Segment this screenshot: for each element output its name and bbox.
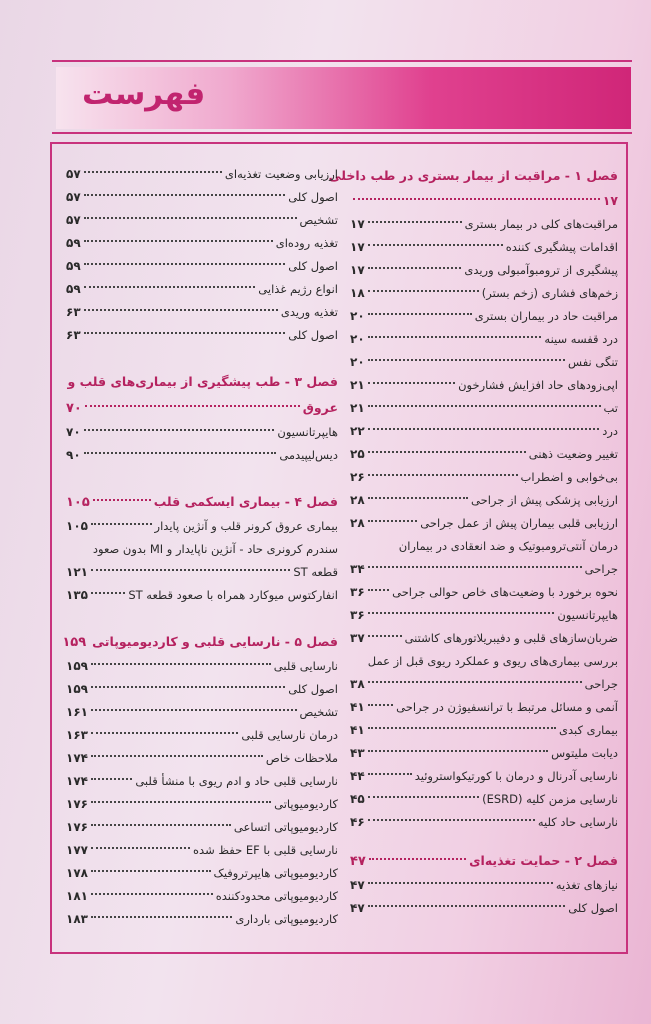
entry-title: درد: [602, 424, 618, 438]
chapter-heading: [66, 489, 338, 515]
entry-page: ۱۲۱: [66, 565, 88, 579]
toc-entry: [66, 816, 338, 839]
entry-page: ۲۰: [350, 332, 365, 346]
chapter-page: ۱۵۹: [62, 635, 87, 650]
entry-page: ۴۴: [350, 769, 365, 783]
entry-title: ارزیابی قلبی بیماران پیش از عمل جراحی: [420, 516, 618, 530]
leader-dots: [368, 336, 542, 338]
entry-group: [350, 581, 618, 650]
entry-title: نارسایی آدرنال و درمان با کورتیکواستروئید: [414, 769, 618, 783]
leader-dots: [368, 796, 479, 798]
entry-title: نیازهای تغذیه: [555, 878, 618, 892]
entry-page: ۴۷: [350, 901, 365, 915]
spacer: [66, 347, 338, 369]
leader-dots: [91, 801, 271, 803]
leader-dots: [368, 405, 601, 407]
entry-title: بی‌خوابی و اضطراب: [520, 470, 618, 484]
toc-left-column: [62, 163, 338, 931]
toc-entry: [66, 655, 338, 678]
entry-title: بیماری عروق کرونر قلب و آنژین پایدار: [154, 519, 338, 533]
entry-title: کاردیومیوپاتی محدودکننده: [215, 889, 338, 903]
leader-dots: [84, 217, 297, 219]
chapter-page-line: [350, 189, 618, 213]
leader-dots: [368, 244, 503, 246]
entry-title: اصول کلی: [568, 901, 618, 915]
entry-group: [66, 655, 338, 931]
leader-dots: [84, 240, 273, 242]
entry-group: [66, 163, 338, 347]
toc-entry: [350, 374, 618, 397]
leader-dots: [368, 704, 393, 706]
entry-title: کاردیومیوپاتی: [274, 797, 338, 811]
entry-page: ۶۳: [66, 328, 81, 342]
toc-entry: [350, 874, 618, 897]
toc-entry-wrap: سندرم کرونری حاد - آنژین ناپایدار و MI بدون صعود: [92, 542, 338, 556]
leader-dots: [369, 858, 466, 860]
entry-group: [350, 696, 618, 834]
entry-page: ۱۵۹: [66, 682, 88, 696]
leader-dots: [91, 569, 290, 571]
entry-title: تغذیه روده‌ای: [275, 236, 338, 250]
page-title: فهرست: [82, 76, 206, 112]
toc-entry: [66, 232, 338, 255]
entry-page: ۴۳: [350, 746, 365, 760]
toc-entry: [66, 444, 338, 467]
entry-page: ۴۷: [350, 878, 365, 892]
toc-entry: [66, 421, 338, 444]
toc-entry: [66, 701, 338, 724]
entry-title: بیماری کبدی: [558, 723, 618, 737]
entry-page: ۱۸۱: [66, 889, 88, 903]
entry-title: نارسایی حاد کلیه: [537, 815, 618, 829]
entry-page: ۳۶: [350, 585, 365, 599]
toc-entry: [350, 696, 618, 719]
entry-page: ۳۷: [350, 631, 365, 645]
leader-dots: [91, 916, 232, 918]
chapter-heading: [328, 163, 618, 189]
leader-dots: [84, 309, 278, 311]
toc-entry: [66, 839, 338, 862]
entry-page: ۴۱: [350, 723, 365, 737]
chapter-page: ۴۷: [350, 854, 366, 869]
entry-title: ارزیابی وضعیت تغذیه‌ای: [224, 167, 338, 181]
leader-dots: [84, 263, 286, 265]
entry-title: پیشگیری از ترومبوآمبولی وریدی: [464, 263, 618, 277]
toc-entry: [66, 301, 338, 324]
spacer: [66, 607, 338, 629]
entry-page: ۲۸: [350, 493, 365, 507]
toc-entry: [350, 765, 618, 788]
entry-title: نارسایی قلبی: [273, 659, 338, 673]
entry-title: نارسایی قلبی با EF حفظ شده: [193, 843, 338, 857]
entry-page: ۱۷۴: [66, 751, 88, 765]
chapter-page: ۱۰۵: [66, 495, 90, 510]
leader-dots: [368, 681, 582, 683]
leader-dots: [93, 499, 151, 501]
toc-entry: [350, 673, 618, 696]
toc-entry: [66, 770, 338, 793]
chapter-heading: [66, 369, 338, 395]
entry-group: [350, 874, 618, 920]
entry-title: اپی‌زودهای حاد افزایش فشارخون: [458, 378, 618, 392]
entry-title: کاردیومیوپاتی بارداری: [235, 912, 338, 926]
entry-page: ۳۶: [350, 608, 365, 622]
toc-entry: [350, 558, 618, 581]
entry-page: ۲۸: [350, 516, 365, 530]
leader-dots: [368, 727, 556, 729]
chapter-page: ۷۰: [66, 401, 82, 416]
entry-title: اصول کلی: [288, 190, 338, 204]
entry-title: هایپرتانسیون: [557, 608, 618, 622]
entry-page: ۲۰: [350, 309, 365, 323]
entry-page: ۱۶۳: [66, 728, 88, 742]
entry-page: ۱۳۵: [66, 588, 88, 602]
entry-title: دیابت ملیتوس: [551, 746, 618, 760]
leader-dots: [91, 709, 297, 711]
entry-page: ۶۳: [66, 305, 81, 319]
chapter-title: فصل ۳ - طب پیشگیری از بیماری‌های قلب و: [67, 374, 338, 389]
entry-page: ۲۱: [350, 401, 365, 415]
entry-page: ۱۸: [350, 286, 365, 300]
toc-entry: [66, 678, 338, 701]
entry-title: جراحی: [584, 677, 618, 691]
leader-dots: [368, 290, 479, 292]
leader-dots: [368, 451, 526, 453]
leader-dots: [353, 198, 600, 200]
leader-dots: [368, 313, 472, 315]
leader-dots: [91, 847, 190, 849]
chapter-heading: [62, 629, 338, 655]
entry-page: ۲۲: [350, 424, 365, 438]
entry-group: [350, 213, 618, 535]
leader-dots: [368, 359, 565, 361]
toc-entry: [350, 788, 618, 811]
toc-entry: [350, 420, 618, 443]
leader-dots: [368, 612, 555, 614]
entry-title: ضربان‌سازهای قلبی و دفیبریلاتورهای کاشتنی: [404, 631, 618, 645]
entry-title: نارسایی قلبی حاد و ادم ریوی با منشأ قلبی: [135, 774, 338, 788]
entry-page: ۱۶۱: [66, 705, 88, 719]
entry-group: [66, 421, 338, 467]
toc-entry: [66, 163, 338, 186]
chapter-heading-cont: [66, 395, 338, 421]
entry-title: تنگی نفس: [568, 355, 618, 369]
entry-title: تغذیه وریدی: [280, 305, 338, 319]
toc-entry: [350, 259, 618, 282]
entry-page: ۵۹: [66, 282, 81, 296]
leader-dots: [85, 405, 300, 407]
entry-title: تشخیص: [299, 705, 338, 719]
toc-entry: [66, 724, 338, 747]
toc-entry: [66, 186, 338, 209]
entry-page: ۱۷۸: [66, 866, 88, 880]
entry-page: ۱۸۳: [66, 912, 88, 926]
entry-page: ۱۷: [350, 217, 365, 231]
toc-entry: [66, 515, 338, 538]
toc-entry: [350, 351, 618, 374]
entry-title: تغییر وضعیت ذهنی: [528, 447, 618, 461]
toc-entry: [350, 604, 618, 627]
toc-entry: [350, 742, 618, 765]
entry-page: ۲۶: [350, 470, 365, 484]
toc-entry: [350, 213, 618, 236]
leader-dots: [368, 750, 548, 752]
leader-dots: [91, 778, 132, 780]
entry-page: ۱۷: [350, 240, 365, 254]
toc-entry: [350, 282, 618, 305]
toc-entry: [350, 466, 618, 489]
entry-title: انواع رژیم غذایی: [258, 282, 338, 296]
leader-dots: [368, 773, 412, 775]
leader-dots: [91, 663, 271, 665]
leader-dots: [368, 267, 462, 269]
entry-page: ۵۹: [66, 236, 81, 250]
entry-page: ۵۷: [66, 167, 81, 181]
entry-title: نحوه برخورد با وضعیت‌های خاص حوالی جراحی: [392, 585, 618, 599]
leader-dots: [91, 870, 211, 872]
entry-title: درمان نارسایی قلبی: [241, 728, 338, 742]
toc-entry: [66, 862, 338, 885]
entry-title: نارسایی مزمن کلیه (ESRD): [482, 792, 618, 806]
entry-title: تب: [603, 401, 618, 415]
leader-dots: [91, 824, 231, 826]
entry-title: هایپرتانسیون: [277, 425, 338, 439]
leader-dots: [368, 635, 402, 637]
toc-entry: [350, 897, 618, 920]
entry-title: زخم‌های فشاری (زخم بستر): [481, 286, 618, 300]
leader-dots: [368, 566, 582, 568]
leader-dots: [368, 221, 462, 223]
entry-page: ۲۵: [350, 447, 365, 461]
leader-dots: [368, 497, 468, 499]
header-bottom-rule: [52, 132, 632, 134]
entry-title: انفارکتوس میوکارد همراه با صعود قطعه ST: [128, 588, 338, 602]
toc-entry: [66, 747, 338, 770]
entry-title: ارزیابی پزشکی پیش از جراحی: [471, 493, 618, 507]
entry-page: ۷۰: [66, 425, 81, 439]
toc-entry: [66, 278, 338, 301]
entry-title: جراحی: [584, 562, 618, 576]
toc-entry-wrap: درمان آنتی‌ترومبوتیک و ضد انعقادی در بیماران: [398, 539, 618, 553]
entry-title: اصول کلی: [288, 682, 338, 696]
chapter-page: ۱۷: [602, 193, 618, 208]
leader-dots: [91, 755, 263, 757]
entry-page: ۱۷۴: [66, 774, 88, 788]
header-top-rule: [52, 60, 632, 62]
toc-entry: [350, 719, 618, 742]
leader-dots: [91, 592, 125, 594]
entry-title: کاردیومیوپاتی هایپرتروفیک: [213, 866, 338, 880]
leader-dots: [368, 905, 566, 907]
entry-page: ۲۰: [350, 355, 365, 369]
toc-entry: [350, 811, 618, 834]
entry-page: ۵۹: [66, 259, 81, 273]
toc-entry: [66, 324, 338, 347]
entry-page: ۱۵۹: [66, 659, 88, 673]
leader-dots: [84, 452, 277, 454]
leader-dots: [368, 474, 518, 476]
entry-title: مراقبت حاد در بیماران بستری: [474, 309, 618, 323]
entry-title: اصول کلی: [288, 259, 338, 273]
toc-entry: [66, 793, 338, 816]
toc-entry-wrap: بررسی بیماری‌های ریوی و عملکرد ریوی قبل از عمل: [367, 654, 618, 668]
entry-title: مراقبت‌های کلی در بیمار بستری: [464, 217, 618, 231]
spacer: [350, 834, 618, 848]
leader-dots: [91, 732, 238, 734]
leader-dots: [368, 589, 389, 591]
leader-dots: [84, 171, 222, 173]
entry-page: ۴۱: [350, 700, 365, 714]
chapter-title: فصل ۲ - حمایت تغذیه‌ای: [469, 853, 618, 868]
leader-dots: [368, 882, 553, 884]
toc-entry: [350, 489, 618, 512]
toc-entry: [66, 255, 338, 278]
toc-entry: [350, 627, 618, 650]
toc-entry: [66, 561, 338, 584]
entry-page: ۱۷۷: [66, 843, 88, 857]
entry-title: قطعه ST: [293, 565, 338, 579]
toc-entry: [350, 512, 618, 535]
toc-right-column: [328, 163, 618, 920]
leader-dots: [84, 332, 286, 334]
leader-dots: [91, 686, 285, 688]
leader-dots: [91, 523, 152, 525]
toc-entry: [350, 328, 618, 351]
entry-page: ۱۷۶: [66, 797, 88, 811]
entry-page: ۱۷: [350, 263, 365, 277]
entry-page: ۳۸: [350, 677, 365, 691]
toc-entry: [66, 908, 338, 931]
entry-title: کاردیومیوپاتی اتساعی: [233, 820, 338, 834]
leader-dots: [368, 520, 418, 522]
chapter-title: عروق: [302, 400, 338, 415]
toc-entry: [350, 305, 618, 328]
entry-title: دیس‌لیپیدمی: [279, 448, 338, 462]
chapter-title: فصل ۴ - بیماری ایسکمی قلب: [153, 494, 338, 509]
leader-dots: [84, 194, 286, 196]
chapter-title: فصل ۵ - نارسایی قلبی و کاردیومیوپاتی: [92, 634, 338, 649]
leader-dots: [84, 429, 275, 431]
entry-title: آنمی و مسائل مرتبط با ترانسفیوژن در جراحی: [396, 700, 618, 714]
leader-dots: [91, 893, 213, 895]
entry-page: ۱۰۵: [66, 519, 88, 533]
entry-page: ۹۰: [66, 448, 81, 462]
entry-title: درد قفسه سینه: [544, 332, 618, 346]
spacer: [66, 467, 338, 489]
toc-entry: [350, 443, 618, 466]
entry-page: ۴۵: [350, 792, 365, 806]
toc-entry: [66, 209, 338, 232]
entry-page: ۲۱: [350, 378, 365, 392]
toc-entry: [66, 584, 338, 607]
entry-page: ۳۴: [350, 562, 365, 576]
leader-dots: [368, 382, 455, 384]
toc-entry: [66, 885, 338, 908]
entry-page: ۵۷: [66, 213, 81, 227]
toc-entry: [350, 581, 618, 604]
entry-title: اقدامات پیشگیری کننده: [505, 240, 618, 254]
entry-title: تشخیص: [299, 213, 338, 227]
entry-page: ۵۷: [66, 190, 81, 204]
entry-page: ۴۶: [350, 815, 365, 829]
entry-title: ملاحظات خاص: [265, 751, 338, 765]
chapter-title: فصل ۱ - مراقبت از بیمار بستری در طب داخلی: [328, 168, 618, 183]
toc-entry: [350, 397, 618, 420]
toc-entry: [350, 236, 618, 259]
entry-title: اصول کلی: [288, 328, 338, 342]
leader-dots: [84, 286, 256, 288]
entry-page: ۱۷۶: [66, 820, 88, 834]
leader-dots: [368, 819, 535, 821]
leader-dots: [368, 428, 600, 430]
chapter-heading: [350, 848, 618, 874]
